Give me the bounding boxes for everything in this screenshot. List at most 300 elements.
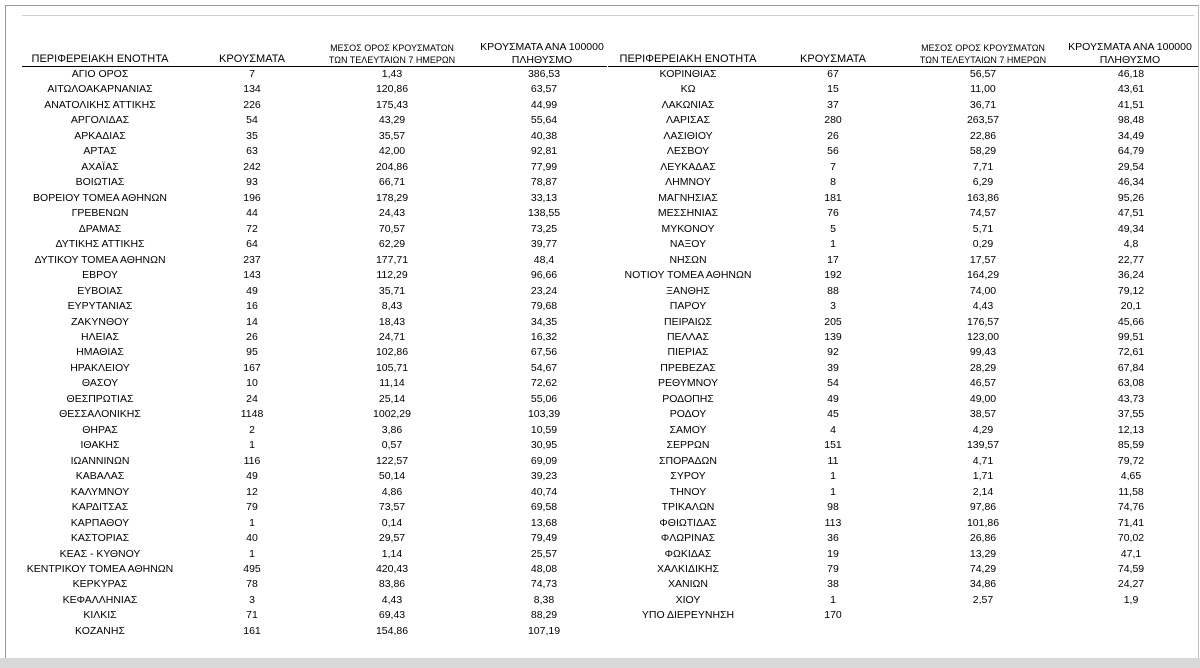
avg-cell: 177,71	[375, 253, 409, 266]
per100k-cell: 43,61	[1117, 83, 1145, 96]
per100k-cell: 72,62	[530, 377, 558, 390]
avg-cell: 4,43	[972, 300, 994, 313]
cases-cell: 56	[827, 145, 839, 158]
avg-cell: 35,57	[378, 129, 406, 142]
cases-cell: 151	[824, 439, 842, 452]
region-cell: ΧΙΟΥ	[675, 593, 701, 606]
avg-cell: 4,29	[972, 423, 994, 436]
region-cell: ΠΡΕΒΕΖΑΣ	[660, 361, 716, 374]
region-cell: ΚΑΣΤΟΡΙΑΣ	[70, 532, 130, 545]
region-cell: ΡΕΘΥΜΝΟΥ	[657, 377, 718, 390]
table-row	[608, 237, 1198, 252]
cases-cell: 3	[249, 593, 255, 606]
table-row	[22, 253, 607, 268]
region-cell: ΤΗΝΟΥ	[669, 485, 707, 498]
region-cell: ΛΕΥΚΑΔΑΣ	[660, 160, 716, 173]
per100k-cell: 39,77	[530, 238, 558, 251]
avg-cell: 66,71	[378, 176, 406, 189]
table-row	[22, 237, 607, 252]
table-row	[608, 191, 1198, 206]
per100k-cell: 40,74	[530, 485, 558, 498]
table-row	[22, 160, 607, 175]
table-row	[608, 547, 1198, 562]
right-table-body	[608, 66, 1198, 624]
cases-cell: 143	[243, 269, 261, 282]
cases-cell: 1	[830, 238, 836, 251]
per100k-cell: 16,32	[530, 330, 558, 343]
region-cell: ΦΩΚΙΔΑΣ	[664, 547, 712, 560]
table-row	[22, 376, 607, 391]
table-row	[22, 284, 607, 299]
cases-cell: 1	[249, 547, 255, 560]
table-row	[608, 469, 1198, 484]
region-cell: ΑΝΑΤΟΛΙΚΗΣ ΑΤΤΙΚΗΣ	[44, 98, 156, 111]
cases-cell: 54	[827, 377, 839, 390]
per100k-cell: 47,51	[1117, 207, 1145, 220]
per100k-cell: 48,08	[530, 563, 558, 575]
table-row	[608, 577, 1198, 592]
per100k-cell: 46,34	[1117, 176, 1145, 189]
region-cell: ΣΕΡΡΩΝ	[666, 439, 710, 452]
region-cell: ΒΟΡΕΙΟΥ ΤΟΜΕΑ ΑΘΗΝΩΝ	[33, 191, 167, 204]
avg-cell: 4,71	[972, 454, 994, 467]
table-row	[22, 547, 607, 562]
per100k-cell: 1,9	[1123, 593, 1139, 606]
table-row	[22, 206, 607, 221]
avg-cell: 120,86	[375, 83, 409, 96]
cases-cell: 79	[827, 563, 839, 575]
cases-cell: 1148	[240, 408, 264, 421]
avg-cell: 24,43	[378, 207, 406, 220]
avg-cell: 1,71	[972, 470, 994, 483]
cases-cell: 19	[827, 547, 839, 560]
per100k-cell: 64,79	[1117, 145, 1145, 158]
cases-cell: 37	[827, 98, 839, 111]
region-cell: ΑΡΤΑΣ	[83, 145, 117, 158]
cases-cell: 49	[246, 284, 258, 297]
per100k-cell: 25,57	[530, 547, 558, 560]
table-row	[22, 407, 607, 422]
per100k-cell: 71,41	[1117, 516, 1145, 529]
per100k-cell: 45,66	[1117, 315, 1145, 328]
top-divider	[22, 15, 1194, 16]
per100k-cell: 44,99	[530, 98, 558, 111]
cases-cell: 76	[827, 207, 839, 220]
header-cases: ΚΡΟΥΣΜΑΤΑ	[219, 53, 285, 65]
table-row	[22, 222, 607, 237]
region-cell: ΚΕΝΤΡΙΚΟΥ ΤΟΜΕΑ ΑΘΗΝΩΝ	[26, 563, 174, 575]
per100k-cell: 30,95	[530, 439, 558, 452]
avg-cell: 22,86	[969, 129, 997, 142]
cases-cell: 36	[827, 532, 839, 545]
cases-cell: 12	[246, 485, 258, 498]
region-cell: ΕΥΡΥΤΑΝΙΑΣ	[67, 300, 133, 313]
region-cell: ΤΡΙΚΑΛΩΝ	[661, 501, 715, 514]
cases-cell: 3	[830, 300, 836, 313]
table-row	[608, 423, 1198, 438]
region-cell: ΗΡΑΚΛΕΙΟΥ	[70, 361, 130, 374]
header-avg-7-days: ΜΕΣΟΣ ΟΡΟΣ ΚΡΟΥΣΜΑΤΩΝ ΤΩΝ ΤΕΛΕΥΤΑΙΩΝ 7 ΗΜΕΡΩΝ	[919, 43, 1047, 65]
per100k-cell: 69,58	[530, 501, 558, 514]
cases-cell: 8	[830, 176, 836, 189]
per100k-cell: 70,02	[1117, 532, 1145, 545]
cases-cell: 134	[243, 83, 261, 96]
table-row	[22, 454, 607, 469]
cases-cell: 71	[246, 609, 258, 622]
table-row	[608, 392, 1198, 407]
region-cell: ΗΛΕΙΑΣ	[80, 330, 119, 343]
region-cell: ΚΟΖΑΝΗΣ	[75, 624, 125, 637]
region-cell: ΚΩ	[680, 83, 696, 96]
table-row	[608, 608, 1198, 623]
table-row	[608, 593, 1198, 608]
per100k-cell: 8,38	[533, 593, 555, 606]
per100k-cell: 85,59	[1117, 439, 1145, 452]
region-cell: ΛΗΜΝΟΥ	[665, 176, 711, 189]
avg-cell: 4,86	[381, 485, 403, 498]
region-cell: ΧΑΛΚΙΔΙΚΗΣ	[657, 563, 719, 575]
cases-cell: 79	[246, 501, 258, 514]
avg-cell: 8,43	[381, 300, 403, 313]
avg-cell: 73,57	[378, 501, 406, 514]
per100k-cell: 107,19	[527, 624, 561, 637]
header-region: ΠΕΡΙΦΕΡΕΙΑΚΗ ΕΝΟΤΗΤΑ	[619, 53, 757, 65]
table-row	[608, 376, 1198, 391]
cases-cell: 1	[249, 439, 255, 452]
region-cell: ΚΕΡΚΥΡΑΣ	[72, 578, 128, 591]
avg-cell: 1002,29	[373, 408, 411, 421]
per100k-cell: 10,59	[530, 423, 558, 436]
per100k-cell: 49,34	[1117, 222, 1145, 235]
avg-cell: 4,43	[381, 593, 403, 606]
table-row	[22, 113, 607, 128]
region-cell: ΚΑΡΔΙΤΣΑΣ	[71, 501, 129, 514]
region-cell: ΔΥΤΙΚΟΥ ΤΟΜΕΑ ΑΘΗΝΩΝ	[34, 253, 166, 266]
per100k-cell: 67,84	[1117, 361, 1145, 374]
table-row	[22, 531, 607, 546]
cases-cell: 98	[827, 501, 839, 514]
per100k-cell: 54,67	[530, 361, 558, 374]
table-row	[22, 562, 607, 577]
region-cell: ΠΕΙΡΑΙΩΣ	[664, 315, 712, 328]
avg-cell: 176,57	[966, 315, 1000, 328]
avg-cell: 2,14	[972, 485, 994, 498]
avg-cell: 1,14	[381, 547, 403, 560]
per100k-cell: 40,38	[530, 129, 558, 142]
avg-cell: 154,86	[375, 624, 409, 637]
region-cell: ΘΕΣΣΑΛΟΝΙΚΗΣ	[59, 408, 141, 421]
cases-cell: 35	[246, 129, 258, 142]
per100k-cell: 79,72	[1117, 454, 1145, 467]
avg-cell: 18,43	[378, 315, 406, 328]
cases-cell: 10	[246, 377, 258, 390]
avg-cell: 123,00	[966, 330, 1000, 343]
avg-cell: 0,29	[972, 238, 994, 251]
avg-cell: 11,00	[970, 83, 996, 96]
header-region: ΠΕΡΙΦΕΡΕΙΑΚΗ ΕΝΟΤΗΤΑ	[31, 53, 169, 65]
avg-cell: 105,71	[375, 361, 409, 374]
per100k-cell: 34,49	[1117, 129, 1145, 142]
per100k-cell: 386,53	[527, 68, 561, 80]
region-cell: ΛΑΣΙΘΙΟΥ	[663, 129, 713, 142]
per100k-cell: 23,24	[530, 284, 558, 297]
region-cell: ΒΟΙΩΤΙΑΣ	[75, 176, 125, 189]
table-row	[608, 67, 1198, 82]
per100k-cell: 96,66	[530, 269, 558, 282]
region-cell: ΘΑΣΟΥ	[81, 377, 119, 390]
per100k-cell: 13,68	[530, 516, 558, 529]
table-row	[608, 144, 1198, 159]
cases-cell: 495	[243, 563, 261, 575]
region-cell: ΛΕΣΒΟΥ	[666, 145, 710, 158]
per100k-cell: 29,54	[1117, 160, 1145, 173]
avg-cell: 25,14	[378, 392, 406, 405]
cases-cell: 78	[246, 578, 258, 591]
avg-cell: 42,00	[378, 145, 406, 158]
per100k-cell: 48,4	[533, 253, 555, 266]
cases-cell: 161	[243, 624, 261, 637]
avg-cell: 35,71	[378, 284, 406, 297]
avg-cell: 28,29	[969, 361, 997, 374]
table-row	[608, 500, 1198, 515]
region-cell: ΣΠΟΡΑΔΩΝ	[659, 454, 717, 467]
region-cell: ΙΩΑΝΝΙΝΩΝ	[70, 454, 130, 467]
cases-cell: 72	[246, 222, 258, 235]
avg-cell: 24,71	[378, 330, 406, 343]
per100k-cell: 4,8	[1123, 238, 1139, 251]
avg-cell: 26,86	[969, 532, 997, 545]
per100k-cell: 20,1	[1120, 300, 1142, 313]
cases-cell: 63	[246, 145, 258, 158]
table-row	[608, 284, 1198, 299]
region-cell: ΕΥΒΟΙΑΣ	[77, 284, 123, 297]
table-row	[22, 345, 607, 360]
cases-cell: 16	[246, 300, 258, 313]
region-cell: ΠΕΛΛΑΣ	[666, 330, 710, 343]
cases-cell: 7	[830, 160, 836, 173]
cases-cell: 88	[827, 284, 839, 297]
table-row	[608, 206, 1198, 221]
per100k-cell: 78,87	[530, 176, 558, 189]
region-cell: ΚΕΑΣ - ΚΥΘΝΟΥ	[59, 547, 141, 560]
table-row	[608, 361, 1198, 376]
table-row	[608, 345, 1198, 360]
table-row	[22, 593, 607, 608]
region-cell: ΠΙΕΡΙΑΣ	[667, 346, 709, 359]
region-cell: ΚΑΛΥΜΝΟΥ	[70, 485, 130, 498]
table-row	[608, 160, 1198, 175]
region-cell: ΥΠΟ ΔΙΕΡΕΥΝΗΣΗ	[641, 609, 735, 622]
region-cell: ΛΑΡΙΣΑΣ	[666, 114, 710, 127]
header-cases: ΚΡΟΥΣΜΑΤΑ	[800, 53, 866, 65]
table-row	[22, 315, 607, 330]
region-cell: ΦΛΩΡΙΝΑΣ	[660, 532, 716, 545]
per100k-cell: 77,99	[530, 160, 558, 173]
cases-cell: 280	[824, 114, 842, 127]
region-cell: ΧΑΝΙΩΝ	[668, 578, 708, 591]
cases-cell: 64	[246, 238, 258, 251]
avg-cell: 164,29	[966, 269, 1000, 282]
region-cell: ΡΟΔΟΥ	[669, 408, 707, 421]
per100k-cell: 79,49	[530, 532, 558, 545]
avg-cell: 83,86	[378, 578, 406, 591]
avg-cell: 38,57	[969, 408, 997, 421]
region-cell: ΦΘΙΩΤΙΔΑΣ	[659, 516, 717, 529]
per100k-cell: 4,65	[1120, 470, 1142, 483]
per100k-cell: 74,73	[530, 578, 558, 591]
header-per-100k: ΚΡΟΥΣΜΑΤΑ ΑΝΑ 100000 ΠΛΗΘΥΣΜΟ	[1068, 41, 1192, 66]
region-cell: ΙΘΑΚΗΣ	[80, 439, 120, 452]
avg-cell: 0,57	[381, 439, 403, 452]
avg-cell: 1,43	[381, 68, 403, 80]
table-row	[22, 299, 607, 314]
avg-cell: 17,57	[969, 253, 997, 266]
per100k-cell: 73,25	[530, 222, 558, 235]
table-row	[22, 577, 607, 592]
table-row	[22, 516, 607, 531]
region-cell: ΘΗΡΑΣ	[82, 423, 118, 436]
per100k-cell: 12,13	[1117, 423, 1145, 436]
region-cell: ΑΡΓΟΛΙΔΑΣ	[70, 114, 130, 127]
avg-cell: 122,57	[375, 454, 409, 467]
header-avg-7-days: ΜΕΣΟΣ ΟΡΟΣ ΚΡΟΥΣΜΑΤΩΝ ΤΩΝ ΤΕΛΕΥΤΑΙΩΝ 7 ΗΜΕΡΩΝ	[328, 43, 456, 65]
region-cell: ΚΕΦΑΛΛΗΝΙΑΣ	[62, 593, 138, 606]
avg-cell: 97,86	[969, 501, 997, 514]
cases-cell: 237	[243, 253, 261, 266]
region-cell: ΑΓΙΟ ΟΡΟΣ	[71, 68, 129, 80]
cases-cell: 205	[824, 315, 842, 328]
cases-cell: 116	[243, 454, 261, 467]
cases-cell: 113	[824, 516, 842, 529]
header-per-100k: ΚΡΟΥΣΜΑΤΑ ΑΝΑ 100000 ΠΛΗΘΥΣΜΟ	[480, 41, 604, 66]
per100k-cell: 41,51	[1117, 98, 1145, 111]
table-row	[608, 315, 1198, 330]
table-row	[608, 253, 1198, 268]
region-cell: ΛΑΚΩΝΙΑΣ	[661, 98, 715, 111]
cases-cell: 17	[827, 253, 839, 266]
cases-cell: 15	[827, 83, 839, 96]
bottom-scroll-area	[0, 658, 1200, 668]
cases-cell: 14	[246, 315, 258, 328]
cases-cell: 139	[824, 330, 842, 343]
avg-cell: 5,71	[972, 222, 994, 235]
cases-cell: 196	[243, 191, 261, 204]
region-cell: ΠΑΡΟΥ	[669, 300, 707, 313]
table-row	[22, 469, 607, 484]
region-cell: ΘΕΣΠΡΩΤΙΑΣ	[66, 392, 134, 405]
avg-cell: 43,29	[378, 114, 406, 127]
table-row	[22, 438, 607, 453]
table-row	[608, 407, 1198, 422]
cases-cell: 2	[249, 423, 255, 436]
table-row	[608, 516, 1198, 531]
region-cell: ΓΡΕΒΕΝΩΝ	[71, 207, 129, 220]
cases-cell: 181	[824, 191, 842, 204]
per100k-cell: 36,24	[1117, 269, 1145, 282]
per100k-cell: 37,55	[1117, 408, 1145, 421]
cases-cell: 54	[246, 114, 258, 127]
region-cell: ΞΑΝΘΗΣ	[666, 284, 710, 297]
cases-cell: 44	[246, 207, 258, 220]
table-row	[608, 113, 1198, 128]
cases-cell: 242	[243, 160, 261, 173]
per100k-cell: 63,57	[530, 83, 558, 96]
per100k-cell: 95,26	[1117, 191, 1145, 204]
table-row	[608, 299, 1198, 314]
cases-cell: 7	[249, 68, 255, 80]
cases-cell: 40	[246, 532, 258, 545]
avg-cell: 74,29	[969, 563, 997, 575]
cases-cell: 95	[246, 346, 258, 359]
region-cell: ΔΥΤΙΚΗΣ ΑΤΤΙΚΗΣ	[55, 238, 145, 251]
table-row	[22, 67, 607, 82]
table-row	[22, 175, 607, 190]
cases-cell: 226	[243, 98, 261, 111]
per100k-cell: 99,51	[1117, 330, 1145, 343]
avg-cell: 112,29	[376, 269, 408, 282]
region-cell: ΜΑΓΝΗΣΙΑΣ	[658, 191, 718, 204]
region-cell: ΚΟΡΙΝΘΙΑΣ	[659, 68, 717, 80]
table-row	[22, 485, 607, 500]
table-row	[608, 454, 1198, 469]
region-cell: ΚΑΒΑΛΑΣ	[75, 470, 125, 483]
cases-cell: 93	[246, 176, 258, 189]
avg-cell: 50,14	[378, 470, 406, 483]
cases-cell: 49	[827, 392, 839, 405]
table-row	[22, 191, 607, 206]
per100k-cell: 69,09	[530, 454, 558, 467]
avg-cell: 263,57	[966, 114, 1000, 127]
per100k-cell: 22,77	[1117, 253, 1145, 266]
region-cell: ΝΗΣΩΝ	[669, 253, 707, 266]
cases-cell: 1	[830, 470, 836, 483]
cases-cell: 4	[830, 423, 836, 436]
table-row	[22, 98, 607, 113]
per100k-cell: 74,59	[1117, 563, 1145, 575]
region-cell: ΜΥΚΟΝΟΥ	[661, 222, 715, 235]
cases-cell: 26	[827, 129, 839, 142]
per100k-cell: 43,73	[1117, 392, 1145, 405]
table-row	[22, 129, 607, 144]
avg-cell: 34,86	[969, 578, 997, 591]
cases-cell: 1	[830, 485, 836, 498]
avg-cell: 3,86	[381, 423, 403, 436]
avg-cell: 204,86	[375, 160, 409, 173]
avg-cell: 36,71	[969, 98, 997, 111]
table-row	[608, 485, 1198, 500]
avg-cell: 69,43	[378, 609, 406, 622]
cases-cell: 11	[827, 454, 839, 467]
region-cell: ΔΡΑΜΑΣ	[78, 222, 122, 235]
avg-cell: 2,57	[972, 593, 994, 606]
region-cell: ΝΑΞΟΥ	[669, 238, 707, 251]
avg-cell: 178,29	[375, 191, 409, 204]
avg-cell: 420,43	[375, 563, 409, 575]
per100k-cell: 74,76	[1117, 501, 1145, 514]
avg-cell: 56,57	[969, 68, 997, 80]
avg-cell: 102,86	[375, 346, 409, 359]
table-row	[22, 624, 607, 639]
region-cell: ΗΜΑΘΙΑΣ	[76, 346, 124, 359]
cases-cell: 92	[827, 346, 839, 359]
avg-cell: 70,57	[378, 222, 406, 235]
region-cell: ΣΥΡΟΥ	[670, 470, 706, 483]
region-cell: ΡΟΔΟΠΗΣ	[662, 392, 714, 405]
region-cell: ΑΙΤΩΛΟΑΚΑΡΝΑΝΙΑΣ	[47, 83, 153, 96]
cases-cell: 45	[827, 408, 839, 421]
left-table-body	[22, 66, 607, 639]
region-cell: ΣΑΜΟΥ	[669, 423, 707, 436]
